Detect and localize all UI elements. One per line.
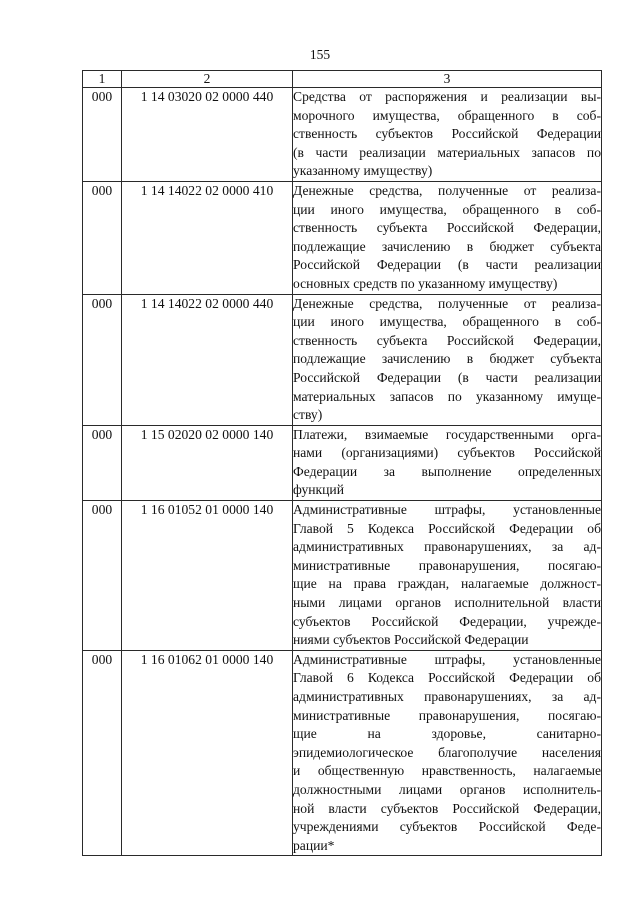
description-cell [293, 294, 602, 425]
description-line: ной власти субъектов Российской Федерации, [293, 800, 601, 816]
description-line: ции иного имущества, обращенного в соб- [293, 314, 601, 330]
description-line: Административные штрафы, установленные [293, 651, 601, 667]
admin-code-cell: 000 [83, 425, 122, 500]
description-line: ными лицами органов исполнительной власти [293, 595, 601, 611]
table-row [83, 88, 602, 182]
description-line: Средства от распоряжения и реализации вы- [293, 89, 601, 104]
table-row [83, 425, 602, 500]
description-line: ции иного имущества, обращенного в соб- [293, 201, 601, 217]
description-line: должностными лицами органов исполнитель- [293, 781, 601, 797]
description-line: Денежные средства, полученные от реализа- [293, 182, 601, 198]
classification-code-cell: 1 14 14022 02 0000 410 [122, 181, 293, 294]
description-line: учреждениями субъектов Российской Феде- [293, 819, 601, 835]
description-cell [293, 501, 602, 651]
table-header-row [83, 71, 602, 88]
description-line: основных средств по указанному имуществу) [293, 275, 558, 291]
description-line: ственность субъекта Российской Федерации, [293, 220, 601, 236]
description-line: нами (организациями) субъектов Российской [293, 445, 601, 461]
description-line: функций [293, 482, 344, 498]
description-line: щие на права граждан, налагаемые должност- [293, 576, 601, 592]
classification-code-cell: 1 16 01052 01 0000 140 [122, 501, 293, 651]
classification-code-cell: 1 15 02020 02 0000 140 [122, 425, 293, 500]
description-line: Денежные средства, полученные от реализа- [293, 295, 601, 311]
description-line: административных правонарушениях, за ад- [293, 689, 601, 704]
description-line: морочного имущества, обращенного в соб- [293, 107, 601, 123]
admin-code-cell: 000 [83, 501, 122, 651]
admin-code-cell: 000 [83, 181, 122, 294]
description-line: Российской Федерации (в части реализации [293, 369, 601, 385]
description-line: (в части реализации материальных запасов по [293, 144, 601, 160]
table-row [83, 650, 602, 856]
description-line: подлежащие зачислению в бюджет субъекта [293, 238, 601, 254]
table-row [83, 294, 602, 425]
table-row [83, 501, 602, 651]
description-line: материальных запасов по указанному имуще- [293, 388, 601, 404]
description-line: щие на здоровье, санитарно- [293, 726, 601, 742]
description-line: и общественную нравственность, налагаемые [293, 763, 601, 779]
admin-code-cell: 000 [83, 650, 122, 856]
description-cell [293, 88, 602, 182]
description-line: Административные штрафы, установленные [293, 502, 601, 518]
description-line: рации* [293, 837, 335, 853]
description-line: ственность субъектов Российской Федерации [293, 126, 601, 142]
table-row [83, 181, 602, 294]
budget-classification-table [82, 70, 602, 856]
admin-code-cell: 000 [83, 294, 122, 425]
description-cell [293, 425, 602, 500]
description-line: Главой 5 Кодекса Российской Федерации об [293, 520, 601, 536]
description-line: Главой 6 Кодекса Российской Федерации об [293, 670, 601, 686]
description-line: Федерации за выполнение определенных [293, 463, 601, 479]
description-line: ству) [293, 407, 323, 423]
page-number: 155 [309, 47, 331, 62]
classification-code-cell: 1 16 01062 01 0000 140 [122, 650, 293, 856]
classification-code-cell: 1 14 14022 02 0000 440 [122, 294, 293, 425]
description-line: административных правонарушениях, за ад- [293, 539, 601, 555]
description-line: Платежи, взимаемые государственными орга- [293, 426, 601, 442]
description-line: ниями субъектов Российской Федерации [293, 632, 529, 648]
classification-code-cell: 1 14 03020 02 0000 440 [122, 88, 293, 182]
column-header-1: 1 [83, 71, 122, 88]
description-line: субъектов Российской Федерации, учрежде- [293, 613, 601, 629]
description-cell [293, 181, 602, 294]
column-header-2: 2 [122, 71, 293, 88]
column-header-3: 3 [293, 71, 602, 88]
description-line: министративные правонарушения, посягаю- [293, 707, 601, 723]
description-line: эпидемиологическое благополучие населения [293, 744, 601, 760]
description-line: Российской Федерации (в части реализации [293, 257, 601, 273]
description-line: министративные правонарушения, посягаю- [293, 557, 601, 573]
description-line: указанному имуществу) [293, 163, 433, 179]
description-line: ственность субъекта Российской Федерации, [293, 332, 601, 348]
description-cell [293, 650, 602, 856]
description-line: подлежащие зачислению в бюджет субъекта [293, 351, 601, 367]
admin-code-cell: 000 [83, 88, 122, 182]
